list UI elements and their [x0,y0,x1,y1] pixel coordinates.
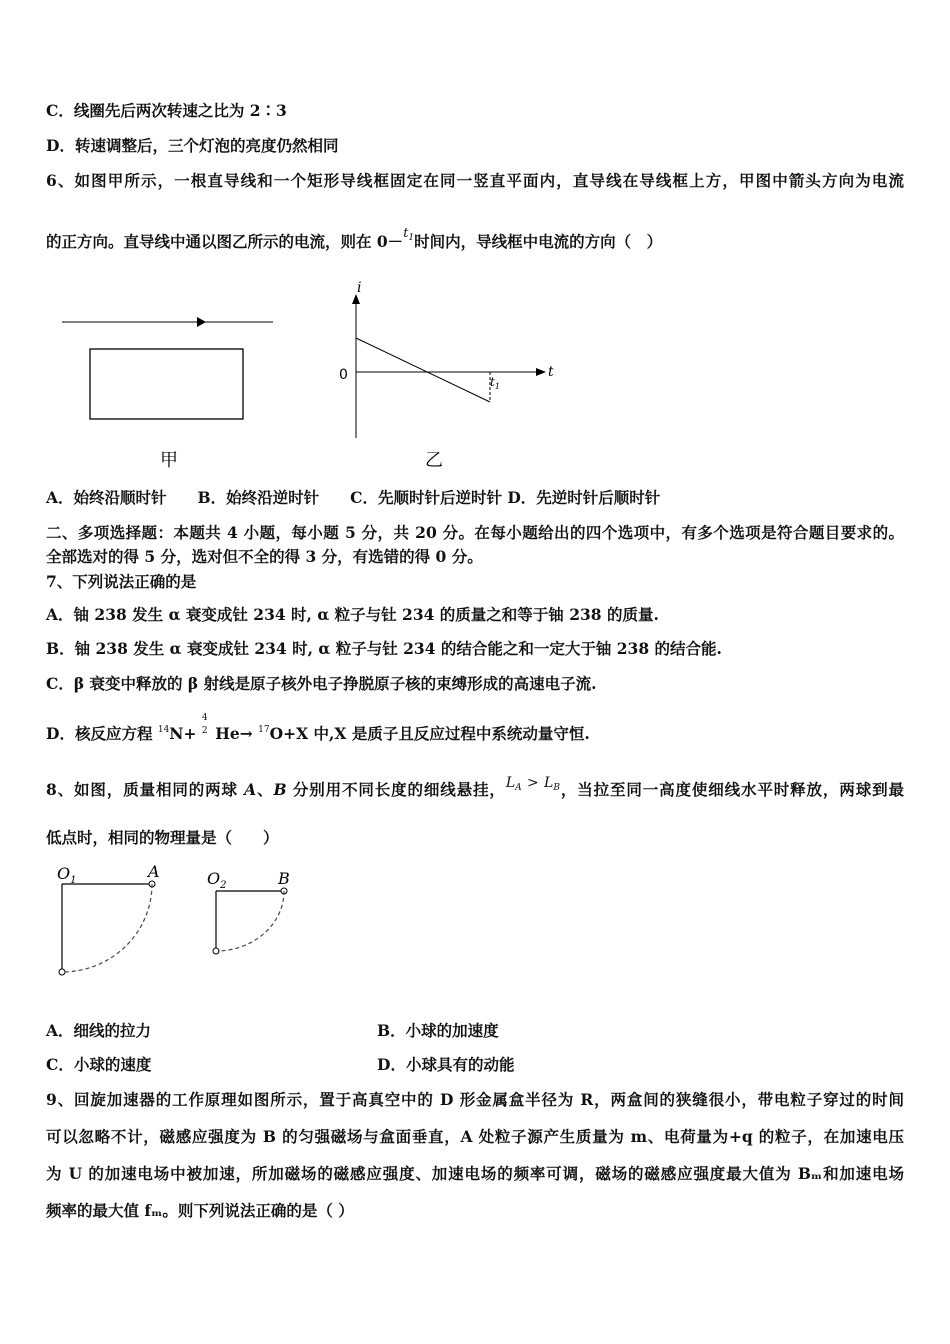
question-7-option-a: A．铀 238 发生 α 衰变成钍 234 时, α 粒子与钍 234 的质量之和等于铀 238 的质量. [46,605,659,624]
question-7-option-d: D．核反应方程 $^{14}$N+ 4 2 He→ $^{17}$O+X 中,X 是质子且反应过程中系统动量守恒. [46,713,590,743]
question-8-option-c: C．小球的速度 [46,1055,152,1074]
question-6-line-2: 的正方向。直导线中通以图乙所示的电流，则在 0－$^{t_1}$时间内，导线框中电流的方向（ ） [46,226,663,251]
question-8-option-d: D．小球具有的动能 [377,1055,515,1074]
rectangular-frame [90,349,243,419]
label-a: A [148,862,160,881]
current-line [356,338,490,402]
section-2-line-2: 全部选对的得 5 分，选对但不全的得 3 分，有选错的得 0 分。 [46,547,483,566]
section-2-line-1: 二、多项选择题：本题共 4 小题，每小题 5 分，共 20 分。在每小题给出的四个选项中，有多个选项是符合题目要求的。 [46,523,904,542]
arc-a [64,884,152,972]
question-8-line-2: 低点时，相同的物理量是（ ） [46,828,279,847]
axis-label-t: t [548,364,554,380]
label-yi: 乙 [425,450,443,471]
label-o1: $O_1$ [57,864,77,886]
question-7-option-c: C．β 衰变中释放的 β 射线是原子核外电子挣脱原子核的束缚形成的高速电子流. [46,674,597,693]
current-arrow [197,317,206,327]
question-9-line-1: 9、回旋加速器的工作原理如图所示，置于高真空中的 D 形金属盒半径为 R，两盒间的狭缝很小，带电粒子穿过的时间 [46,1090,904,1109]
figure-yi [330,280,570,480]
ball-a-bottom [59,969,65,975]
figure-jia [55,305,285,480]
origin-label: 0 [339,367,348,383]
question-9-line-3: 为 U 的加速电场中被加速，所加磁场的磁感应强度、加速电场的频率可调，磁场的磁感应强度最大值为 Bₘ和加速电场 [46,1164,904,1183]
axis-label-i: i [357,280,362,296]
question-9-line-4: 频率的最大值 fₘ。则下列说法正确的是（ ） [46,1201,354,1220]
option-d-line: D．转速调整后，三个灯泡的亮度仍然相同 [46,136,339,155]
question-8-option-a: A．细线的拉力 [46,1021,152,1040]
question-9-line-2: 可以忽略不计，磁感应强度为 B 的匀强磁场与盒面垂直，A 处粒子源产生质量为 m、电荷量为+q 的粒子，在加速电压 [46,1127,904,1146]
question-7-option-b: B．铀 238 发生 α 衰变成钍 234 时, α 粒子与钍 234 的结合能之和一定大于铀 238 的结合能. [46,639,722,658]
question-6-options: A．始终沿顺时针 B．始终沿逆时针 C．先顺时针后逆时针 D．先逆时针后顺时针 [46,488,661,507]
arc-b [218,891,284,951]
t-axis-arrow [536,368,546,376]
label-b: B [278,869,290,888]
t1-label: $t_1$ [490,375,500,391]
option-c-line: C．线圈先后两次转速之比为 2∶3 [46,101,287,120]
label-jia: 甲 [160,450,178,471]
figure-pendulums [50,858,320,988]
question-6-line-1: 6、如图甲所示，一根直导线和一个矩形导线框固定在同一竖直平面内，直导线在导线框上方，甲图中箭头方向为电流 [46,171,904,190]
question-8-option-b: B．小球的加速度 [377,1021,499,1040]
label-o2: $O_2$ [207,869,227,891]
question-7-stem: 7、下列说法正确的是 [46,572,197,591]
question-8-line-1: 8、如图，质量相同的两球 A、B 分别用不同长度的细线悬挂，$L_A > L_B$，当拉至同一高度使细线水平时释放，两球到最 [46,775,904,799]
